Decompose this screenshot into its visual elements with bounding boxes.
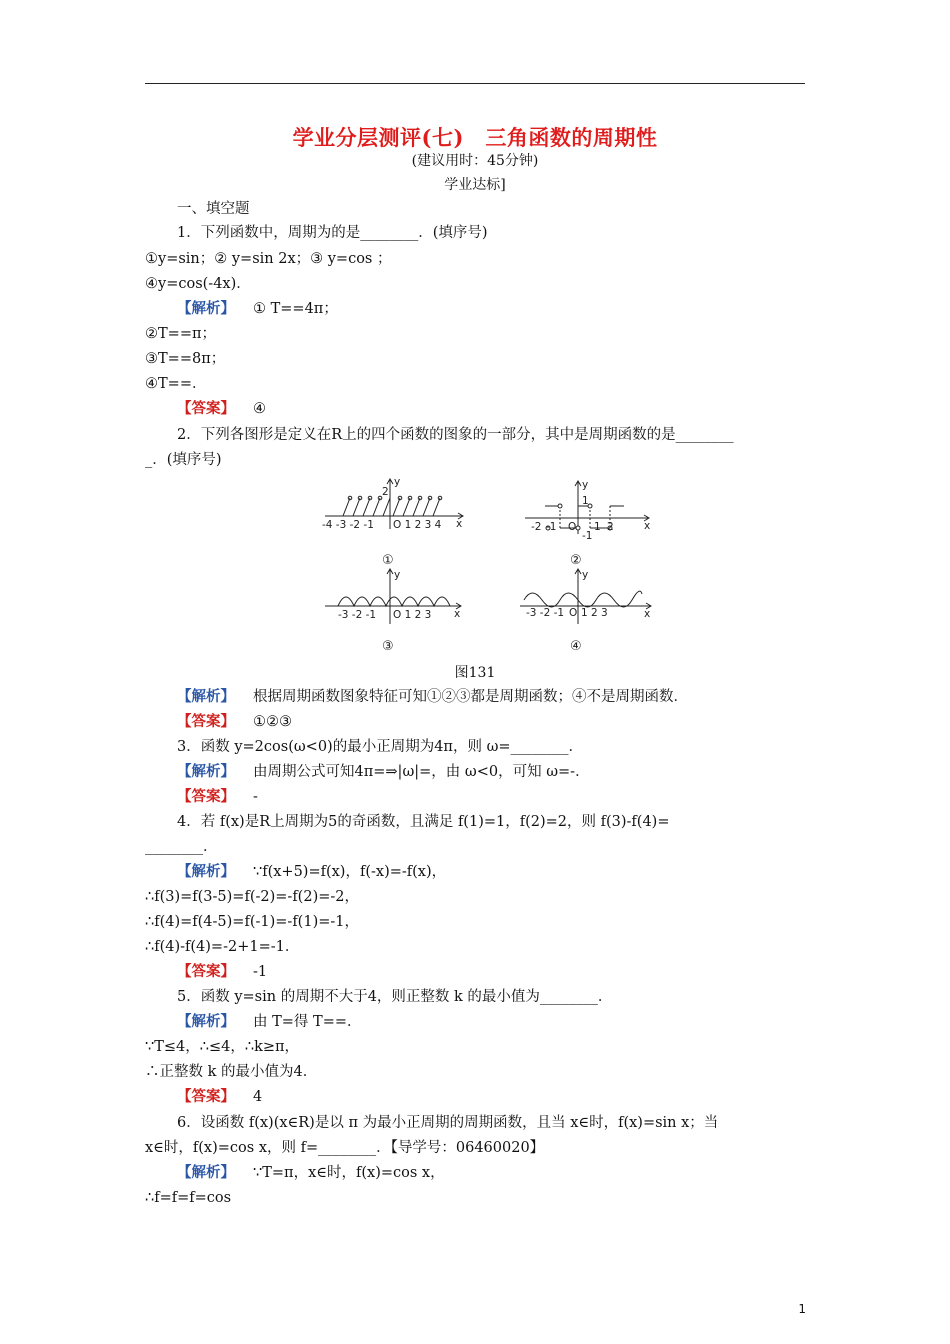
q1-stem: 1．下列函数中，周期为的是________．(填序号): [177, 225, 488, 241]
q1-analysis-1: ① T==4π；: [253, 301, 338, 317]
q1-answer-line: [145, 398, 839, 420]
q4-answer: -1: [253, 964, 268, 980]
q1-options-2: ④y=cos(-4x)．: [145, 276, 251, 292]
svg-text:-4 -3 -2 -1: -4 -3 -2 -1: [322, 519, 374, 531]
q4-analysis-tag: 【解析】: [177, 863, 235, 880]
q4-stem-1: 4．若 f(x)是R上周期为5的奇函数，且满足 f(1)=1，f(2)=2，则 f(3)-f(4)=: [177, 814, 670, 830]
q6-analysis-2: ∴f=f=f=cos: [145, 1190, 232, 1206]
q5-answer-tag: 【答案】: [177, 1088, 235, 1105]
q2-answer-line: [145, 711, 839, 733]
q2-analysis-1: 根据周期函数图象特征可知①②③都是周期函数；④不是周期函数．: [253, 689, 688, 705]
graph-mark-1: ①: [382, 553, 394, 568]
graph-mark-3: ③: [382, 639, 394, 654]
svg-text:O: O: [568, 521, 577, 533]
q3-analysis-1: 由周期公式可知4π=⇒|ω|=，由 ω<0，可知 ω=-．: [253, 764, 590, 780]
q5-analysis-2: ∵T≤4，∴≤4，∴k≥π，: [145, 1039, 300, 1055]
section-label: 学业达标]: [444, 177, 506, 193]
figure-caption: 图131: [454, 665, 496, 681]
svg-text:1: 1: [582, 495, 589, 507]
q5-analysis-tag: 【解析】: [177, 1013, 235, 1030]
q3-answer-tag: 【答案】: [177, 788, 235, 805]
q3-answer: -: [253, 789, 258, 805]
q2-answer-tag: 【答案】: [177, 713, 235, 730]
function-graphs-figure: [320, 474, 660, 656]
q6-stem-2: x∈时，f(x)=cos x，则 f=________．【导学号：06460020】: [145, 1140, 545, 1156]
q4-answer-tag: 【答案】: [177, 963, 235, 980]
svg-text:y: y: [394, 476, 401, 488]
graph-mark-2: ②: [570, 553, 582, 568]
svg-text:x: x: [456, 518, 463, 530]
q2-stem-1: 2．下列各图形是定义在R上的四个函数的图象的一部分，其中是周期函数的是________: [177, 427, 734, 443]
svg-text:x: x: [454, 608, 461, 620]
q5-analysis-3: ∴正整数 k 的最小值为4．: [145, 1064, 318, 1080]
q4-answer-line: [145, 961, 839, 983]
svg-text:y: y: [582, 569, 589, 581]
svg-text:1 2 3: 1 2 3: [581, 607, 608, 619]
q1-analysis-2: ②T==π；: [145, 326, 216, 342]
q4-analysis-4: ∴f(4)-f(4)=-2+1=-1．: [145, 939, 300, 955]
page-number: 1: [798, 1302, 806, 1316]
q5-stem: 5．函数 y=sin 的周期不大于4，则正整数 k 的最小值为________．: [177, 989, 613, 1005]
q4-stem-2: ________．: [145, 839, 218, 855]
svg-text:2: 2: [607, 521, 614, 533]
q5-answer-line: [145, 1086, 839, 1108]
q2-analysis-line: [145, 686, 839, 708]
svg-text:O 1 2 3: O 1 2 3: [393, 609, 432, 621]
q1-analysis-4: ④T==．: [145, 376, 207, 392]
q1-analysis-3: ③T==8π；: [145, 351, 226, 367]
svg-text:y: y: [582, 479, 589, 491]
svg-text:1: 1: [594, 521, 601, 533]
svg-text:2: 2: [382, 486, 389, 498]
q2-answer: ①②③: [253, 714, 292, 730]
q1-answer-tag: 【答案】: [177, 400, 235, 417]
svg-text:x: x: [644, 608, 651, 620]
svg-text:-1: -1: [582, 530, 593, 542]
subtitle: (建议用时：45分钟): [411, 153, 539, 169]
q4-analysis-1: ∵f(x+5)=f(x)，f(-x)=-f(x)，: [253, 864, 447, 880]
svg-text:O: O: [569, 607, 578, 619]
q4-analysis-3: ∴f(4)=f(4-5)=f(-1)=-f(1)=-1，: [145, 914, 359, 930]
svg-text:y: y: [394, 569, 401, 581]
q1-analysis-line: [145, 298, 839, 320]
svg-text:-3 -2 -1: -3 -2 -1: [338, 609, 377, 621]
q5-answer: 4: [253, 1089, 263, 1105]
q6-analysis-line: [145, 1162, 839, 1184]
q2-stem-2: _．(填序号): [145, 452, 222, 468]
svg-text:-3 -2 -1: -3 -2 -1: [526, 607, 565, 619]
q3-answer-line: [145, 786, 839, 808]
q3-analysis-tag: 【解析】: [177, 763, 235, 780]
q1-answer: ④: [253, 401, 266, 417]
q1-options-1: ①y=sin；② y=sin 2x；③ y=cos ；: [145, 251, 392, 267]
part-heading: 一、填空题: [177, 201, 250, 217]
q3-analysis-line: [145, 761, 839, 783]
q5-analysis-1: 由 T=得 T==．: [253, 1014, 362, 1030]
q3-stem: 3．函数 y=2cos(ω<0)的最小正周期为4π，则 ω=________．: [177, 739, 584, 755]
svg-text:x: x: [644, 520, 651, 532]
svg-text:O 1 2 3 4: O 1 2 3 4: [393, 519, 442, 531]
q2-analysis-tag: 【解析】: [177, 688, 235, 705]
q6-analysis-tag: 【解析】: [177, 1164, 235, 1181]
q5-analysis-line: [145, 1011, 839, 1033]
page-title: 学业分层测评(七) 三角函数的周期性: [292, 125, 658, 150]
q1-analysis-tag: 【解析】: [177, 300, 235, 317]
graph-mark-4: ④: [570, 639, 582, 654]
q4-analysis-line: [145, 861, 839, 883]
svg-text:-1: -1: [546, 521, 557, 533]
q4-analysis-2: ∴f(3)=f(3-5)=f(-2)=-f(2)=-2，: [145, 889, 359, 905]
q6-analysis-1: ∵T=π，x∈时，f(x)=cos x，: [253, 1165, 445, 1181]
q6-stem-1: 6．设函数 f(x)(x∈R)是以 π 为最小正周期的周期函数，且当 x∈时，f(x)=sin x；当: [177, 1115, 719, 1131]
header-rule: [145, 83, 805, 84]
svg-text:-2: -2: [531, 521, 542, 533]
